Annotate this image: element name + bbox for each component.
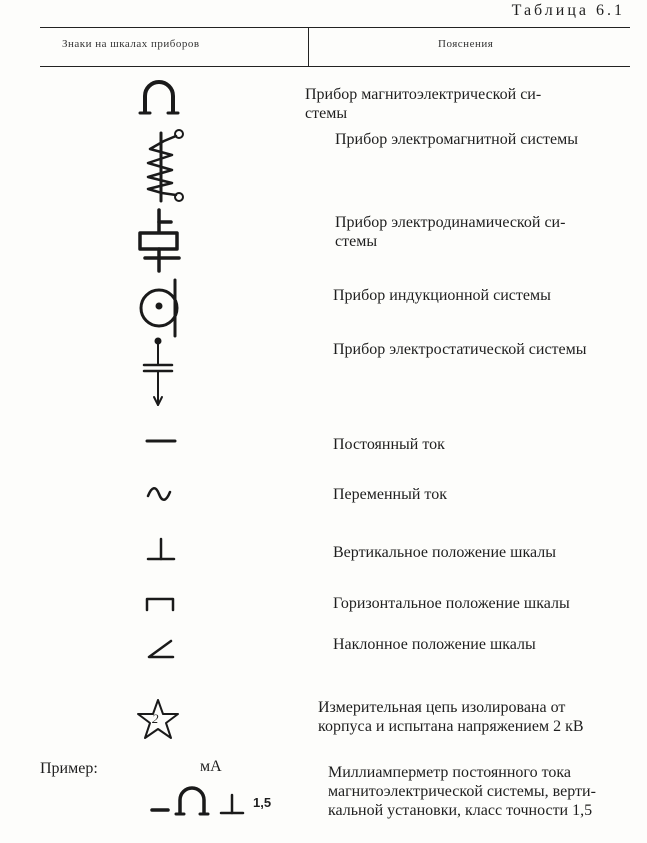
example-description <box>328 763 628 820</box>
inclined-position-symbol-icon <box>143 637 179 665</box>
example-meter-symbols-icon <box>148 785 253 820</box>
row-induction-text <box>333 286 628 305</box>
row-line: Горизонтальное положение шкалы <box>333 595 570 612</box>
column-header-explanations: Пояснения <box>438 38 494 50</box>
row-line: Прибор электромагнитной системы <box>335 131 579 148</box>
column-header-symbols: Знаки на шкалах приборов <box>62 38 200 50</box>
row-inclined-position-text <box>333 635 633 654</box>
table-column-divider <box>308 27 309 67</box>
horizontal-position-symbol-icon <box>142 594 178 614</box>
example-label: Пример: <box>40 760 98 777</box>
vertical-position-symbol-icon <box>143 535 179 565</box>
star-number: 2 <box>152 711 159 726</box>
row-line: Постоянный ток <box>333 436 445 453</box>
row-direct-current-text <box>333 435 623 454</box>
row-line: Прибор индукционной системы <box>333 287 551 304</box>
insulation-test-star-symbol <box>135 698 181 742</box>
example-unit-label: мА <box>200 758 222 775</box>
row-line: Наклонное положение шкалы <box>333 636 536 653</box>
alternating-current-symbol-icon <box>144 484 174 504</box>
row-horizontal-position-text <box>333 594 633 613</box>
row-line: Переменный ток <box>333 486 447 503</box>
table-header-rule <box>40 66 630 67</box>
example-line: Миллиамперметр постоянного тока <box>328 764 571 781</box>
row-line: Прибор электродинамической си- <box>335 214 566 231</box>
electromagnetic-symbol-icon <box>138 125 188 207</box>
row-line: стемы <box>335 233 378 250</box>
row-electromagnetic-text <box>335 130 630 149</box>
table-top-rule <box>40 27 630 28</box>
row-vertical-position-text <box>333 543 633 562</box>
electrostatic-symbol-icon <box>138 335 178 410</box>
row-magnetoelectric-text <box>305 85 630 123</box>
example-line: магнитоэлектрической системы, верти- <box>328 783 596 800</box>
row-line: корпуса и испытана напряжением 2 кВ <box>318 718 584 735</box>
table-title: Таблица 6.1 <box>511 2 625 19</box>
induction-symbol-icon <box>133 278 185 338</box>
electrodynamic-symbol-icon <box>135 208 185 273</box>
row-alternating-current-text <box>333 485 623 504</box>
row-electrodynamic-text <box>335 213 630 251</box>
row-insulation-text <box>318 698 633 736</box>
magnetoelectric-symbol-icon <box>135 78 185 120</box>
row-line: Прибор магнитоэлектрической си- <box>305 86 542 103</box>
direct-current-symbol-icon <box>143 434 179 448</box>
example-accuracy-class: 1,5 <box>253 795 272 810</box>
row-line: Измерительная цепь изолирована от <box>318 699 566 716</box>
row-line: Вертикальное положение шкалы <box>333 544 556 561</box>
example-line: кальной установки, класс точности 1,5 <box>328 802 593 819</box>
row-line: стемы <box>305 105 348 122</box>
row-electrostatic-text <box>333 340 633 359</box>
row-line: Прибор электростатической системы <box>333 341 587 358</box>
